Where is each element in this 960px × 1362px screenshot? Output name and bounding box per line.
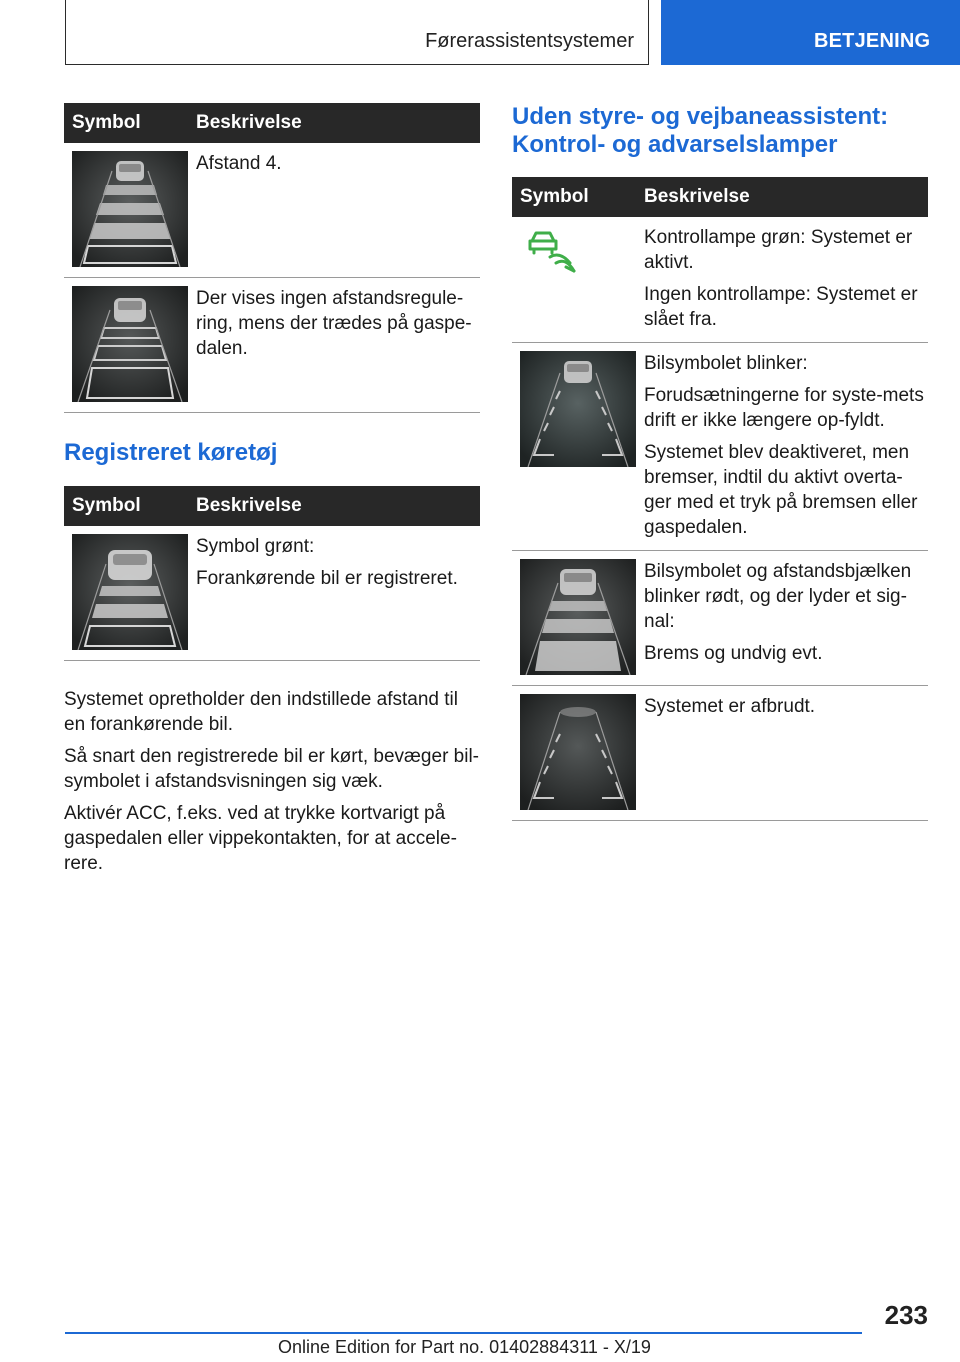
left-column (64, 103, 480, 883)
vehicle-blinking-icon (520, 351, 636, 467)
distance-table (64, 103, 480, 413)
column-header-symbol: Symbol (512, 177, 636, 217)
footer-divider (65, 1332, 862, 1334)
system-interrupted-icon (520, 694, 636, 810)
row-description: Systemet blev deaktiveret, men bremser, indtil du aktivt overta-ger med et tryk på bremsen eller gaspedalen. (644, 442, 918, 538)
row-description: Systemet er afbrudt. (644, 696, 816, 717)
paragraph: Aktivér ACC, f.eks. ved at trykke kortvarigt på gaspedalen eller vippekontakten, for at accele-rere. (64, 803, 457, 874)
vehicle-distance-red-icon (520, 559, 636, 675)
column-header-symbol: Symbol (64, 103, 188, 143)
column-header-symbol: Symbol (64, 486, 188, 526)
indicator-lamps-table (512, 177, 928, 821)
table-row (64, 526, 480, 661)
distance-4-icon (72, 151, 188, 267)
row-description: Symbol grønt: (196, 536, 315, 557)
header-section-box (65, 0, 649, 65)
row-description: Kontrollampe grøn: Systemet er aktivt. (644, 227, 913, 273)
row-description: Afstand 4. (196, 153, 282, 174)
column-header-description: Beskrivelse (188, 103, 480, 143)
table-row (512, 686, 928, 821)
body-text (64, 687, 480, 876)
right-column (512, 103, 928, 821)
section-heading-registered-vehicle: Registreret køretøj (64, 439, 278, 466)
chapter-tab[interactable] (661, 0, 960, 65)
row-description: Der vises ingen afstandsregule-ring, mens der trædes på gaspe-dalen. (196, 288, 472, 359)
registered-vehicle-table (64, 486, 480, 661)
paragraph: Systemet opretholder den indstillede afstand til en forankørende bil. (64, 689, 458, 735)
column-header-description: Beskrivelse (636, 177, 928, 217)
distance-no-regulation-icon (72, 286, 188, 402)
column-header-description: Beskrivelse (188, 486, 480, 526)
chapter-label: BETJENING (814, 30, 931, 52)
table-row (512, 217, 928, 343)
table-row (512, 343, 928, 551)
table-row (512, 551, 928, 686)
section-heading-indicator-lamps: Uden styre- og vejbaneassistent: Kontrol- og advarselslamper (512, 103, 889, 158)
edition-note: Online Edition for Part no. 01402884311 - X/19 (278, 1337, 651, 1357)
table-row (64, 143, 480, 278)
row-description: Brems og undvig evt. (644, 643, 823, 664)
page-number: 233 (884, 1300, 928, 1330)
acc-indicator-green-icon (526, 227, 586, 277)
row-description: Forankørende bil er registreret. (196, 568, 458, 589)
paragraph: Så snart den registrerede bil er kørt, bevæger bil-symbolet i afstandsvisningen sig væk. (64, 746, 480, 792)
row-description: Ingen kontrollampe: Systemet er slået fra. (644, 284, 918, 330)
row-description: Bilsymbolet blinker: (644, 353, 808, 374)
row-description: Bilsymbolet og afstandsbjælken blinker rødt, og der lyder et sig-nal: (644, 561, 912, 632)
table-row (64, 278, 480, 413)
row-description: Forudsætningerne for syste-mets drift er ikke længere op-fyldt. (644, 385, 924, 431)
section-title: Førerassistentsystemer (425, 30, 634, 52)
vehicle-detected-icon (72, 534, 188, 650)
